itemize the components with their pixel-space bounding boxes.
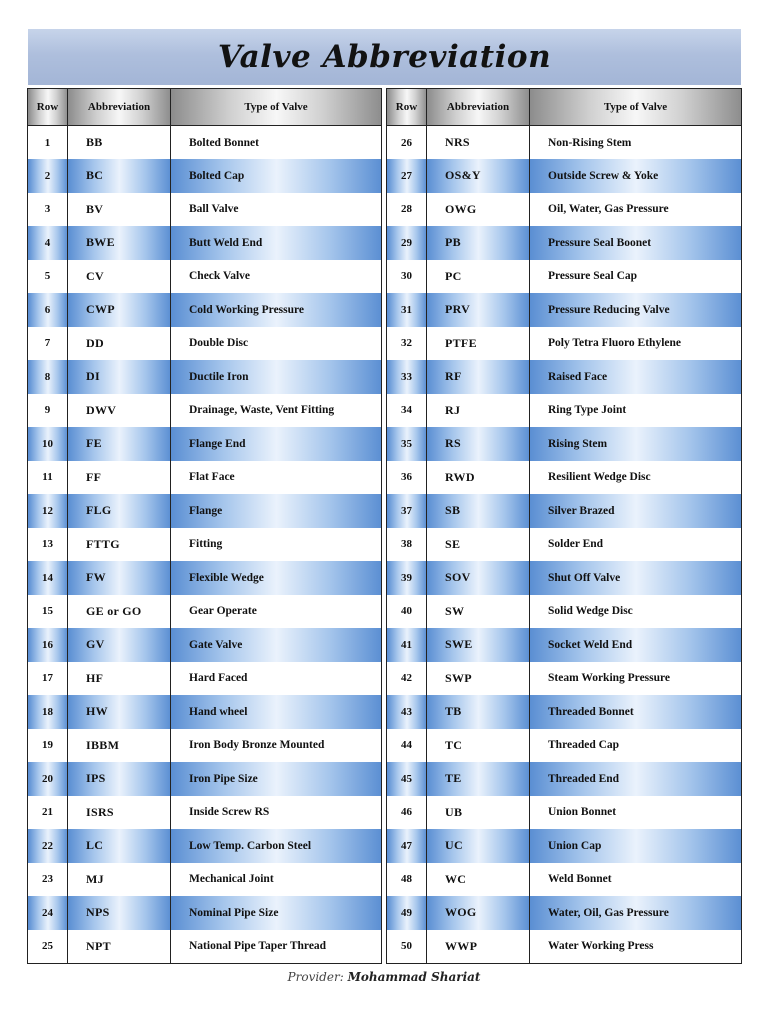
valve-type-cell: Steam Working Pressure — [530, 662, 742, 696]
row-number-cell: 36 — [387, 461, 427, 495]
abbreviation-cell: NPS — [68, 896, 171, 930]
table-row — [387, 226, 742, 260]
valve-type-cell: Drainage, Waste, Vent Fitting — [171, 394, 382, 428]
abbreviation-cell: NRS — [427, 126, 530, 160]
valve-type-cell: Threaded Cap — [530, 729, 742, 763]
abbreviation-cell: TB — [427, 695, 530, 729]
table-row — [28, 260, 382, 294]
row-number-cell: 10 — [28, 427, 68, 461]
table-row — [387, 427, 742, 461]
valve-type-cell: Raised Face — [530, 360, 742, 394]
table-row — [387, 126, 742, 160]
row-number-cell: 21 — [28, 796, 68, 830]
valve-type-cell: Hard Faced — [171, 662, 382, 696]
valve-type-cell: Bolted Cap — [171, 159, 382, 193]
row-number-cell: 1 — [28, 126, 68, 160]
valve-type-cell: Bolted Bonnet — [171, 126, 382, 160]
abbreviation-cell: IBBM — [68, 729, 171, 763]
row-number-cell: 4 — [28, 226, 68, 260]
abbreviation-cell: OWG — [427, 193, 530, 227]
valve-type-cell: Low Temp. Carbon Steel — [171, 829, 382, 863]
abbreviation-cell: DD — [68, 327, 171, 361]
abbreviation-cell: FF — [68, 461, 171, 495]
valve-type-cell: Check Valve — [171, 260, 382, 294]
row-number-cell: 24 — [28, 896, 68, 930]
header-abbreviation: Abbreviation — [68, 89, 171, 126]
abbreviation-cell: CV — [68, 260, 171, 294]
valve-type-cell: Ball Valve — [171, 193, 382, 227]
row-number-cell: 16 — [28, 628, 68, 662]
abbreviation-cell: FE — [68, 427, 171, 461]
table-row — [28, 829, 382, 863]
valve-type-cell: Rising Stem — [530, 427, 742, 461]
table-row — [28, 360, 382, 394]
valve-type-cell: Solid Wedge Disc — [530, 595, 742, 629]
header-type-of-valve: Type of Valve — [171, 89, 382, 126]
table-row — [387, 394, 742, 428]
row-number-cell: 20 — [28, 762, 68, 796]
valve-type-cell: Outside Screw & Yoke — [530, 159, 742, 193]
table-header-row — [387, 89, 742, 126]
row-number-cell: 13 — [28, 528, 68, 562]
row-number-cell: 44 — [387, 729, 427, 763]
abbreviation-cell: BV — [68, 193, 171, 227]
row-number-cell: 29 — [387, 226, 427, 260]
table-row — [28, 394, 382, 428]
table-row — [387, 662, 742, 696]
table-row — [28, 662, 382, 696]
row-number-cell: 18 — [28, 695, 68, 729]
abbreviation-cell: MJ — [68, 863, 171, 897]
table-row — [387, 595, 742, 629]
valve-type-cell: Weld Bonnet — [530, 863, 742, 897]
table-row — [28, 595, 382, 629]
row-number-cell: 45 — [387, 762, 427, 796]
table-row — [387, 494, 742, 528]
title-bar — [28, 29, 741, 85]
row-number-cell: 3 — [28, 193, 68, 227]
row-number-cell: 49 — [387, 896, 427, 930]
header-type-of-valve: Type of Valve — [530, 89, 742, 126]
abbreviation-cell: HF — [68, 662, 171, 696]
table-row — [28, 327, 382, 361]
header-row-number: Row — [28, 89, 68, 126]
valve-type-cell: Fitting — [171, 528, 382, 562]
table-row — [28, 863, 382, 897]
valve-type-cell: Flat Face — [171, 461, 382, 495]
table-row — [28, 226, 382, 260]
row-number-cell: 28 — [387, 193, 427, 227]
valve-type-cell: Shut Off Valve — [530, 561, 742, 595]
row-number-cell: 31 — [387, 293, 427, 327]
abbreviation-cell: SB — [427, 494, 530, 528]
row-number-cell: 50 — [387, 930, 427, 964]
abbreviation-cell: WWP — [427, 930, 530, 964]
abbreviation-cell: GV — [68, 628, 171, 662]
page-title: Valve Abbreviation — [217, 39, 552, 75]
row-number-cell: 46 — [387, 796, 427, 830]
table-row — [28, 695, 382, 729]
abbreviation-cell: RWD — [427, 461, 530, 495]
abbreviation-cell: RJ — [427, 394, 530, 428]
abbreviation-cell: PTFE — [427, 327, 530, 361]
table-row — [28, 427, 382, 461]
provider-credit — [0, 970, 768, 984]
valve-type-cell: Silver Brazed — [530, 494, 742, 528]
table-row — [387, 561, 742, 595]
valve-type-cell: Inside Screw RS — [171, 796, 382, 830]
valve-type-cell: Flexible Wedge — [171, 561, 382, 595]
table-row — [387, 293, 742, 327]
provider-label: Provider: — [287, 970, 344, 984]
row-number-cell: 42 — [387, 662, 427, 696]
abbreviation-cell: FLG — [68, 494, 171, 528]
abbreviation-cell: FTTG — [68, 528, 171, 562]
table-row — [28, 159, 382, 193]
abbreviation-cell: NPT — [68, 930, 171, 964]
row-number-cell: 23 — [28, 863, 68, 897]
valve-type-cell: Threaded End — [530, 762, 742, 796]
valve-type-cell: Flange End — [171, 427, 382, 461]
abbreviation-cell: SOV — [427, 561, 530, 595]
valve-type-cell: Oil, Water, Gas Pressure — [530, 193, 742, 227]
row-number-cell: 22 — [28, 829, 68, 863]
valve-type-cell: Pressure Reducing Valve — [530, 293, 742, 327]
valve-type-cell: Iron Body Bronze Mounted — [171, 729, 382, 763]
abbreviation-cell: RS — [427, 427, 530, 461]
valve-type-cell: Iron Pipe Size — [171, 762, 382, 796]
valve-type-cell: Resilient Wedge Disc — [530, 461, 742, 495]
row-number-cell: 26 — [387, 126, 427, 160]
valve-type-cell: National Pipe Taper Thread — [171, 930, 382, 964]
valve-type-cell: Gear Operate — [171, 595, 382, 629]
provider-name: Mohammad Shariat — [347, 970, 481, 984]
abbreviation-cell: GE or GO — [68, 595, 171, 629]
row-number-cell: 12 — [28, 494, 68, 528]
abbreviation-cell: UB — [427, 796, 530, 830]
table-row — [28, 930, 382, 964]
valve-type-cell: Ductile Iron — [171, 360, 382, 394]
table-row — [28, 628, 382, 662]
table-header-row — [28, 89, 382, 126]
table-row — [387, 829, 742, 863]
valve-type-cell: Solder End — [530, 528, 742, 562]
table-row — [28, 796, 382, 830]
row-number-cell: 9 — [28, 394, 68, 428]
table-row — [387, 930, 742, 964]
row-number-cell: 11 — [28, 461, 68, 495]
valve-type-cell: Pressure Seal Cap — [530, 260, 742, 294]
row-number-cell: 37 — [387, 494, 427, 528]
table-row — [387, 729, 742, 763]
abbreviation-table-left — [27, 88, 382, 964]
table-row — [28, 762, 382, 796]
row-number-cell: 32 — [387, 327, 427, 361]
valve-type-cell: Double Disc — [171, 327, 382, 361]
abbreviation-cell: PC — [427, 260, 530, 294]
row-number-cell: 17 — [28, 662, 68, 696]
table-row — [387, 327, 742, 361]
table-row — [28, 729, 382, 763]
table-row — [387, 896, 742, 930]
abbreviation-cell: OS&Y — [427, 159, 530, 193]
valve-type-cell: Water Working Press — [530, 930, 742, 964]
table-row — [28, 896, 382, 930]
valve-type-cell: Union Bonnet — [530, 796, 742, 830]
abbreviation-cell: WOG — [427, 896, 530, 930]
table-row — [387, 260, 742, 294]
row-number-cell: 30 — [387, 260, 427, 294]
abbreviation-cell: DWV — [68, 394, 171, 428]
row-number-cell: 25 — [28, 930, 68, 964]
row-number-cell: 8 — [28, 360, 68, 394]
header-abbreviation: Abbreviation — [427, 89, 530, 126]
abbreviation-cell: ISRS — [68, 796, 171, 830]
row-number-cell: 40 — [387, 595, 427, 629]
row-number-cell: 2 — [28, 159, 68, 193]
valve-type-cell: Socket Weld End — [530, 628, 742, 662]
abbreviation-cell: SWE — [427, 628, 530, 662]
row-number-cell: 15 — [28, 595, 68, 629]
table-row — [387, 528, 742, 562]
valve-type-cell: Water, Oil, Gas Pressure — [530, 896, 742, 930]
abbreviation-cell: LC — [68, 829, 171, 863]
table-row — [387, 796, 742, 830]
valve-type-cell: Non-Rising Stem — [530, 126, 742, 160]
row-number-cell: 33 — [387, 360, 427, 394]
abbreviation-cell: IPS — [68, 762, 171, 796]
row-number-cell: 34 — [387, 394, 427, 428]
table-row — [28, 561, 382, 595]
table-row — [28, 528, 382, 562]
valve-type-cell: Butt Weld End — [171, 226, 382, 260]
table-row — [387, 762, 742, 796]
row-number-cell: 48 — [387, 863, 427, 897]
valve-type-cell: Gate Valve — [171, 628, 382, 662]
abbreviation-cell: CWP — [68, 293, 171, 327]
row-number-cell: 7 — [28, 327, 68, 361]
abbreviation-cell: BC — [68, 159, 171, 193]
valve-type-cell: Ring Type Joint — [530, 394, 742, 428]
table-row — [387, 461, 742, 495]
valve-type-cell: Flange — [171, 494, 382, 528]
abbreviation-cell: BB — [68, 126, 171, 160]
table-row — [28, 193, 382, 227]
row-number-cell: 5 — [28, 260, 68, 294]
abbreviation-cell: UC — [427, 829, 530, 863]
abbreviation-cell: TC — [427, 729, 530, 763]
abbreviation-cell: SE — [427, 528, 530, 562]
row-number-cell: 47 — [387, 829, 427, 863]
table-row — [387, 695, 742, 729]
row-number-cell: 41 — [387, 628, 427, 662]
abbreviation-cell: SW — [427, 595, 530, 629]
valve-type-cell: Poly Tetra Fluoro Ethylene — [530, 327, 742, 361]
abbreviation-cell: PRV — [427, 293, 530, 327]
row-number-cell: 14 — [28, 561, 68, 595]
row-number-cell: 39 — [387, 561, 427, 595]
valve-type-cell: Hand wheel — [171, 695, 382, 729]
abbreviation-cell: RF — [427, 360, 530, 394]
valve-type-cell: Union Cap — [530, 829, 742, 863]
abbreviation-cell: TE — [427, 762, 530, 796]
table-row — [28, 126, 382, 160]
valve-type-cell: Threaded Bonnet — [530, 695, 742, 729]
row-number-cell: 6 — [28, 293, 68, 327]
abbreviation-table-right — [386, 88, 742, 964]
table-row — [28, 461, 382, 495]
row-number-cell: 27 — [387, 159, 427, 193]
row-number-cell: 38 — [387, 528, 427, 562]
table-row — [387, 360, 742, 394]
table-row — [28, 293, 382, 327]
abbreviation-cell: DI — [68, 360, 171, 394]
abbreviation-cell: BWE — [68, 226, 171, 260]
table-row — [387, 159, 742, 193]
header-row-number: Row — [387, 89, 427, 126]
table-row — [387, 628, 742, 662]
valve-type-cell: Cold Working Pressure — [171, 293, 382, 327]
table-row — [387, 193, 742, 227]
abbreviation-cell: SWP — [427, 662, 530, 696]
valve-type-cell: Mechanical Joint — [171, 863, 382, 897]
abbreviation-cell: PB — [427, 226, 530, 260]
valve-type-cell: Pressure Seal Boonet — [530, 226, 742, 260]
valve-type-cell: Nominal Pipe Size — [171, 896, 382, 930]
row-number-cell: 19 — [28, 729, 68, 763]
abbreviation-cell: FW — [68, 561, 171, 595]
row-number-cell: 43 — [387, 695, 427, 729]
abbreviation-cell: HW — [68, 695, 171, 729]
row-number-cell: 35 — [387, 427, 427, 461]
table-row — [28, 494, 382, 528]
abbreviation-cell: WC — [427, 863, 530, 897]
table-row — [387, 863, 742, 897]
